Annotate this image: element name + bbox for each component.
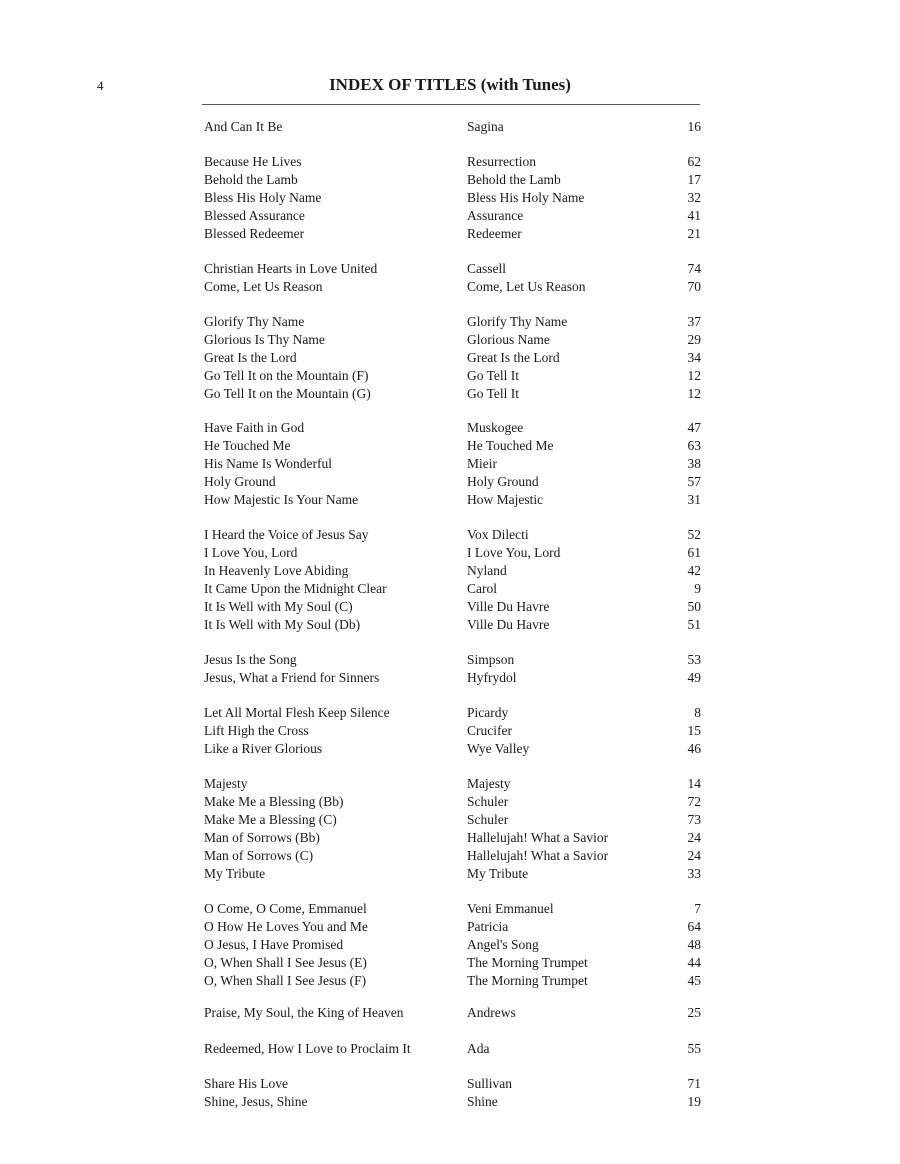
- tune-name: He Touched Me: [467, 438, 554, 453]
- index-row: [0, 1075, 900, 1093]
- page-ref: 21: [687, 226, 701, 241]
- song-title: It Came Upon the Midnight Clear: [204, 581, 387, 596]
- index-row: [0, 171, 900, 189]
- page-ref: 38: [687, 456, 701, 471]
- page-ref: 31: [687, 492, 701, 507]
- song-title: Because He Lives: [204, 154, 302, 169]
- page-ref: 32: [687, 190, 701, 205]
- song-title: How Majestic Is Your Name: [204, 492, 359, 507]
- page-ref: 51: [687, 617, 701, 632]
- song-title: Have Faith in God: [204, 420, 305, 435]
- page-ref: 15: [687, 723, 701, 738]
- index-row: [0, 225, 900, 243]
- song-title: O, When Shall I See Jesus (E): [204, 955, 367, 970]
- tune-name: Holy Ground: [467, 474, 539, 489]
- index-row: [0, 616, 900, 634]
- tune-name: Carol: [467, 581, 497, 596]
- tune-name: Come, Let Us Reason: [467, 279, 586, 294]
- index-row: [0, 385, 900, 403]
- page-ref: 12: [687, 368, 701, 383]
- tune-name: Picardy: [467, 705, 509, 720]
- tune-name: Redeemer: [467, 226, 522, 241]
- tune-name: Go Tell It: [467, 386, 520, 401]
- page-ref: 37: [687, 314, 701, 329]
- page-ref: 7: [694, 901, 701, 916]
- page-ref: 34: [687, 350, 701, 365]
- tune-name: Vox Dilecti: [467, 527, 529, 542]
- page-ref: 49: [687, 670, 701, 685]
- page-ref: 72: [687, 794, 701, 809]
- page-number: 4: [97, 78, 104, 93]
- tune-name: The Morning Trumpet: [467, 955, 588, 970]
- tune-name: Resurrection: [467, 154, 536, 169]
- page-ref: 71: [687, 1076, 701, 1091]
- index-row: [0, 367, 900, 385]
- index-row: [0, 562, 900, 580]
- tune-name: Glorify Thy Name: [467, 314, 568, 329]
- index-row: [0, 847, 900, 865]
- tune-name: Majesty: [467, 776, 511, 791]
- song-title: It Is Well with My Soul (C): [204, 599, 353, 614]
- song-title: Majesty: [204, 776, 248, 791]
- page-ref: 8: [694, 705, 701, 720]
- tune-name: Crucifer: [467, 723, 512, 738]
- page-ref: 24: [687, 848, 701, 863]
- tune-name: Bless His Holy Name: [467, 190, 585, 205]
- index-row: [0, 118, 900, 136]
- page-ref: 44: [687, 955, 701, 970]
- tune-name: Go Tell It: [467, 368, 520, 383]
- song-title: Jesus Is the Song: [204, 652, 297, 667]
- song-title: I Heard the Voice of Jesus Say: [204, 527, 369, 542]
- index-row: [0, 526, 900, 544]
- index-row: [0, 793, 900, 811]
- index-row: [0, 473, 900, 491]
- index-row: [0, 811, 900, 829]
- tune-name: Hallelujah! What a Savior: [467, 830, 609, 845]
- index-row: [0, 313, 900, 331]
- tune-name: Behold the Lamb: [467, 172, 561, 187]
- index-row: [0, 865, 900, 883]
- song-title: O How He Loves You and Me: [204, 919, 368, 934]
- page-ref: 9: [694, 581, 701, 596]
- song-title: Man of Sorrows (Bb): [204, 830, 320, 845]
- index-row: [0, 419, 900, 437]
- tune-name: Cassell: [467, 261, 506, 276]
- song-title: Share His Love: [204, 1076, 288, 1091]
- title-divider: [202, 104, 700, 105]
- tune-name: Andrews: [467, 1005, 516, 1020]
- page-ref: 70: [687, 279, 701, 294]
- index-row: [0, 954, 900, 972]
- index-row: [0, 437, 900, 455]
- tune-name: Assurance: [467, 208, 524, 223]
- index-row: [0, 278, 900, 296]
- index-row: [0, 1093, 900, 1111]
- index-row: [0, 1004, 900, 1022]
- index-row: [0, 900, 900, 918]
- page-ref: 12: [687, 386, 701, 401]
- index-row: [0, 349, 900, 367]
- song-title: O Jesus, I Have Promised: [204, 937, 344, 952]
- page-title: INDEX OF TITLES (with Tunes): [329, 75, 571, 94]
- page-ref: 53: [687, 652, 701, 667]
- song-title: Let All Mortal Flesh Keep Silence: [204, 705, 390, 720]
- song-title: Glorify Thy Name: [204, 314, 305, 329]
- song-title: O, When Shall I See Jesus (F): [204, 973, 367, 988]
- tune-name: Hyfrydol: [467, 670, 517, 685]
- song-title: Praise, My Soul, the King of Heaven: [204, 1005, 404, 1020]
- page-ref: 45: [687, 973, 701, 988]
- tune-name: Nyland: [467, 563, 507, 578]
- song-title: Come, Let Us Reason: [204, 279, 323, 294]
- song-title: Great Is the Lord: [204, 350, 297, 365]
- song-title: Christian Hearts in Love United: [204, 261, 378, 276]
- tune-name: Muskogee: [467, 420, 524, 435]
- song-title: Lift High the Cross: [204, 723, 309, 738]
- page-ref: 46: [687, 741, 701, 756]
- song-title: I Love You, Lord: [204, 545, 298, 560]
- tune-name: Angel's Song: [467, 937, 539, 952]
- page-ref: 57: [687, 474, 701, 489]
- tune-name: Schuler: [467, 794, 509, 809]
- tune-name: Wye Valley: [467, 741, 530, 756]
- song-title: Shine, Jesus, Shine: [204, 1094, 308, 1109]
- tune-name: Ville Du Havre: [467, 599, 550, 614]
- tune-name: How Majestic: [467, 492, 544, 507]
- song-title: Holy Ground: [204, 474, 276, 489]
- index-row: [0, 153, 900, 171]
- index-row: [0, 455, 900, 473]
- index-row: [0, 972, 900, 990]
- index-row: [0, 207, 900, 225]
- tune-name: Simpson: [467, 652, 515, 667]
- song-title: Jesus, What a Friend for Sinners: [204, 670, 380, 685]
- song-title: O Come, O Come, Emmanuel: [204, 901, 367, 916]
- song-title: Blessed Redeemer: [204, 226, 305, 241]
- page-ref: 50: [687, 599, 701, 614]
- index-row: [0, 491, 900, 509]
- page-ref: 73: [687, 812, 701, 827]
- tune-name: Ada: [467, 1041, 490, 1056]
- song-title: Blessed Assurance: [204, 208, 305, 223]
- tune-name: Schuler: [467, 812, 509, 827]
- index-row: [0, 598, 900, 616]
- page-ref: 24: [687, 830, 701, 845]
- tune-name: Patricia: [467, 919, 509, 934]
- page-ref: 19: [687, 1094, 701, 1109]
- page-ref: 41: [687, 208, 701, 223]
- tune-name: Hallelujah! What a Savior: [467, 848, 609, 863]
- tune-name: Sagina: [467, 119, 504, 134]
- page-ref: 61: [687, 545, 701, 560]
- tune-name: Glorious Name: [467, 332, 550, 347]
- song-title: Make Me a Blessing (C): [204, 812, 337, 827]
- page-ref: 55: [687, 1041, 701, 1056]
- index-row: [0, 829, 900, 847]
- song-title: And Can It Be: [204, 119, 283, 134]
- song-title: Man of Sorrows (C): [204, 848, 314, 863]
- song-title: His Name Is Wonderful: [204, 456, 333, 471]
- tune-name: Shine: [467, 1094, 498, 1109]
- page-ref: 48: [687, 937, 701, 952]
- song-title: Redeemed, How I Love to Proclaim It: [204, 1041, 411, 1056]
- tune-name: Veni Emmanuel: [467, 901, 554, 916]
- song-title: Glorious Is Thy Name: [204, 332, 325, 347]
- tune-name: My Tribute: [467, 866, 529, 881]
- page-ref: 33: [687, 866, 701, 881]
- tune-name: Mieir: [467, 456, 497, 471]
- page-ref: 52: [687, 527, 701, 542]
- index-row: [0, 918, 900, 936]
- song-title: Like a River Glorious: [204, 741, 323, 756]
- page-ref: 14: [687, 776, 701, 791]
- song-title: Behold the Lamb: [204, 172, 298, 187]
- song-title: Go Tell It on the Mountain (G): [204, 386, 371, 401]
- song-title: It Is Well with My Soul (Db): [204, 617, 361, 632]
- tune-name: Sullivan: [467, 1076, 513, 1091]
- page-ref: 47: [687, 420, 701, 435]
- page-ref: 17: [687, 172, 701, 187]
- index-row: [0, 936, 900, 954]
- index-row: [0, 740, 900, 758]
- tune-name: Great Is the Lord: [467, 350, 560, 365]
- page-ref: 29: [687, 332, 701, 347]
- page-ref: 42: [687, 563, 701, 578]
- song-title: Go Tell It on the Mountain (F): [204, 368, 369, 383]
- index-row: [0, 669, 900, 687]
- page-ref: 74: [687, 261, 701, 276]
- page-ref: 16: [687, 119, 701, 134]
- page-ref: 64: [687, 919, 701, 934]
- page-ref: 62: [687, 154, 701, 169]
- song-title: Make Me a Blessing (Bb): [204, 794, 344, 809]
- index-row: [0, 580, 900, 598]
- index-row: [0, 651, 900, 669]
- song-title: Bless His Holy Name: [204, 190, 322, 205]
- index-row: [0, 260, 900, 278]
- index-row: [0, 189, 900, 207]
- tune-name: I Love You, Lord: [467, 545, 561, 560]
- song-title: In Heavenly Love Abiding: [204, 563, 349, 578]
- tune-name: Ville Du Havre: [467, 617, 550, 632]
- page-ref: 25: [687, 1005, 701, 1020]
- page-ref: 63: [687, 438, 701, 453]
- index-row: [0, 775, 900, 793]
- song-title: My Tribute: [204, 866, 266, 881]
- index-row: [0, 704, 900, 722]
- index-row: [0, 722, 900, 740]
- index-row: [0, 331, 900, 349]
- song-title: He Touched Me: [204, 438, 291, 453]
- index-row: [0, 544, 900, 562]
- tune-name: The Morning Trumpet: [467, 973, 588, 988]
- index-row: [0, 1040, 900, 1058]
